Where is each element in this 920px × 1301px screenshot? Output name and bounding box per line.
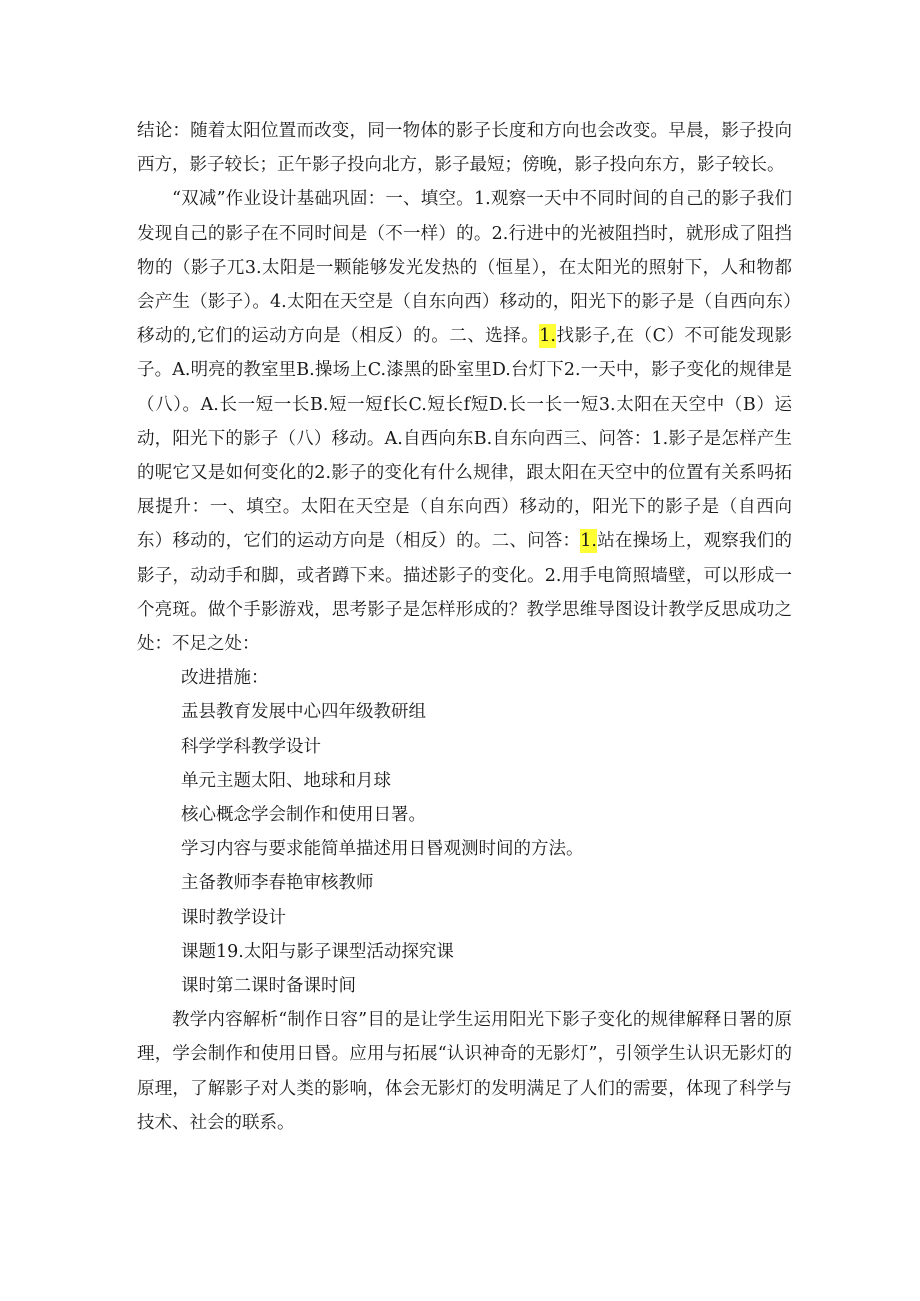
lesson-design-line: 课时教学设计 bbox=[181, 907, 286, 928]
highlight-mark: 1. bbox=[580, 531, 597, 552]
homework-text-part1: “双减”作业设计基础巩固：一、填空。1.观察一天中不同时间的自己的影子我们发现自己的影子在不同时间是（不一样）的。2.行进中的光被阻挡时，就形成了阻挡物的（影子兀3.太阳是一颗能够发光发热的（恒星），在太阳光的照射下，人和物都会产生（影子）。4.太阳在天空是（自东向西）移动的，阳光下的影子是（自西向东）移动的,它们的运动方向是（相反）的。二、选择。 bbox=[137, 189, 792, 347]
document-page bbox=[137, 114, 792, 1140]
core-concept-line: 核心概念学会制作和使用日署。 bbox=[181, 805, 426, 826]
learning-content-line: 学习内容与要求能简单描述用日昬观测时间的方法。 bbox=[181, 839, 584, 860]
homework-text-part3: 站在操场上，观察我们的影子，动动手和脚，或者蹲下来。描述影子的变化。2.用手电筒照墙壁，可以形成一个亮斑。做个手影游戏，思考影子是怎样形成的？教学思维导图设计教学反思成功之处：不足之处： bbox=[137, 531, 793, 655]
analysis-paragraph: 教学内容解析“制作日容”目的是让学生运用阳光下影子变化的规律解释日署的原理，学会制作和使用日昬。应用与拓展“认识神奇的无影灯”，引领学生认识无影灯的原理，了解影子对人类的影响，体会无影灯的发明满足了人们的需要，体现了科学与技术、社会的联系。 bbox=[137, 1010, 792, 1133]
unit-theme-line: 单元主题太阳、地球和月球 bbox=[181, 770, 391, 791]
subject-line: 科学学科教学设计 bbox=[181, 736, 321, 757]
homework-text-part2: 找影子,在（C）不可能发现影子。A.明亮的教室里B.操场上C.漆黑的卧室里D.台灯下2.一天中，影子变化的规律是（八）。A.长一短一长B.短一短f长C.短长f短D.长一长一短3.太阳在天空中（B）运动，阳光下的影子（八）移动。A.自西向东B.自东向西三、问答：1.影子是怎样产生的呢它又是如何变化的2.影子的变化有什么规律，跟太阳在天空中的位置有关系吗拓展提升：一、填空。太阳在天空是（自东向西）移动的，阳光下的影子是（自西向东）移动的，它们的运动方向是（相反）的。二、问答： bbox=[137, 326, 793, 552]
highlight-mark: 1. bbox=[539, 326, 556, 347]
homework-paragraph bbox=[137, 182, 792, 661]
teacher-line: 主备教师李春艳审核教师 bbox=[181, 873, 374, 894]
conclusion-paragraph: 结论：随着太阳位置而改变，同一物体的影子长度和方向也会改变。早晨，影子投向西方，影子较长；正午影子投向北方，影子最短；傍晚，影子投向东方，影子较长。 bbox=[137, 121, 792, 176]
group-line: 盂县教育发展中心四年级教研组 bbox=[181, 702, 426, 723]
improvement-line: 改进措施： bbox=[181, 668, 269, 689]
topic-line: 课题19.太阳与影子课型活动探究课 bbox=[181, 941, 454, 962]
lesson-time-line: 课时第二课时备课时间 bbox=[181, 976, 356, 997]
